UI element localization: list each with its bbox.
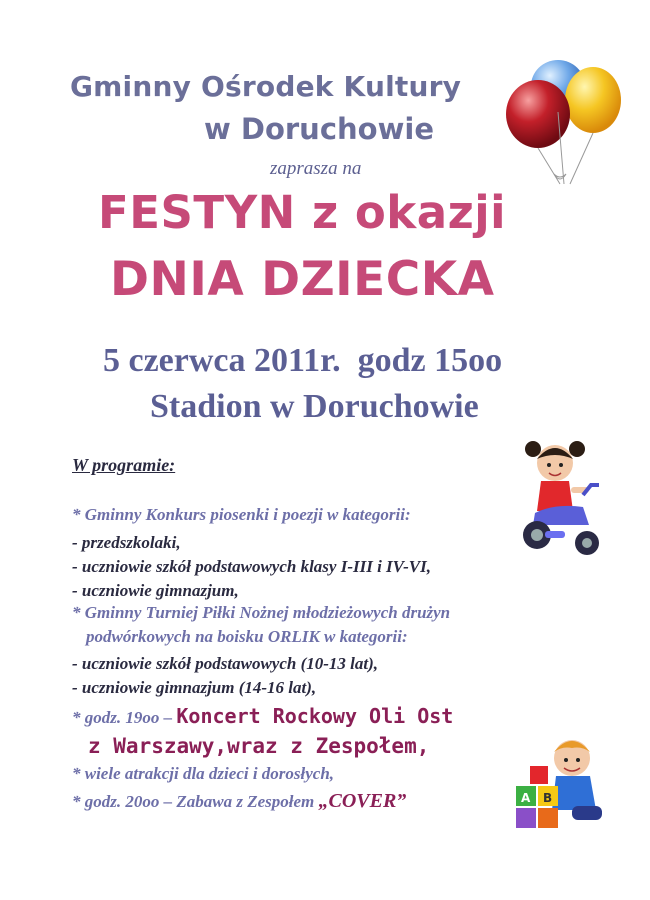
program-item-attractions: * wiele atrakcji dla dzieci i dorosłych,	[72, 764, 335, 783]
girl-on-tricycle-illustration	[515, 435, 610, 565]
program-category: - uczniowie gimnazjum,	[72, 581, 239, 600]
svg-text:A: A	[521, 791, 531, 805]
balloons-illustration	[498, 56, 633, 196]
program-item-football-venue: podwórkowych na boisku ORLIK w kategorii:	[86, 627, 408, 646]
program-item-concert	[72, 704, 453, 728]
event-venue: Stadion w Doruchowie	[150, 388, 479, 425]
program-category: - uczniowie gimnazjum (14-16 lat),	[72, 678, 317, 697]
program-item-song-contest: * Gminny Konkurs piosenki i poezji w kategorii:	[72, 505, 411, 524]
concert-time: * godz. 19oo –	[72, 708, 177, 727]
program-category: - uczniowie szkół podstawowych (10-13 lat),	[72, 654, 379, 673]
program-heading: W programie:	[72, 455, 176, 475]
concert-title-line2: z Warszawy,wraz z Zespołem,	[88, 734, 430, 758]
organizer-location: w Doruchowie	[204, 112, 434, 146]
program-category: - uczniowie szkół podstawowych klasy I-III i IV-VI,	[72, 557, 431, 576]
event-date-time: 5 czerwca 2011r. godz 15oo	[103, 342, 503, 379]
party-text: * godz. 20oo – Zabawa z Zespołem	[72, 792, 319, 811]
event-title-line2: DNIA DZIECKA	[110, 252, 495, 307]
program-item-football-tournament: * Gminny Turniej Piłki Nożnej młodzieżowych drużyn	[72, 603, 451, 622]
invite-text: zaprasza na	[270, 158, 362, 179]
svg-text:B: B	[543, 791, 553, 805]
concert-title: Koncert Rockowy Oli Ost	[176, 704, 454, 728]
boy-with-blocks-illustration	[512, 736, 612, 831]
program-item-party	[72, 790, 406, 813]
program-category: - przedszkolaki,	[72, 533, 181, 552]
organizer-name: Gminny Ośrodek Kultury	[70, 70, 462, 103]
party-band-name: „COVER”	[318, 790, 407, 812]
event-title-line1: FESTYN z okazji	[98, 186, 507, 239]
